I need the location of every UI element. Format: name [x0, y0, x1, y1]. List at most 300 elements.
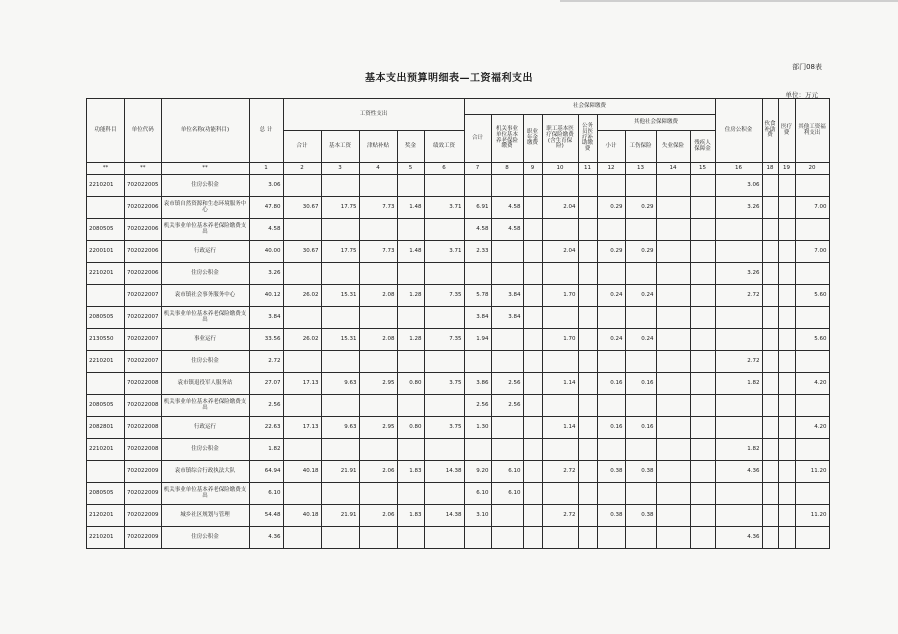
cell-amount-v4: [359, 175, 397, 197]
cell-amount-v10: 2.04: [542, 241, 578, 263]
col-group-other-social: 其他社会保障缴费: [597, 115, 715, 131]
cell-amount-total: 3.06: [249, 175, 283, 197]
cell-amount-v4: [359, 307, 397, 329]
cell-amount-v12: [597, 483, 625, 505]
cell-amount-v11: [578, 461, 597, 483]
cell-amount-v3: [321, 219, 359, 241]
cell-amount-v2: 26.02: [283, 285, 321, 307]
cell-amount-v3: [321, 439, 359, 461]
cell-unit-name: 机关事业单位基本养老保险缴费支出: [161, 395, 249, 417]
cell-func-subject: 2082801: [87, 417, 125, 439]
cell-amount-v13: [625, 483, 656, 505]
cell-amount-v5: [397, 439, 424, 461]
cell-amount-v4: 7.73: [359, 197, 397, 219]
cell-amount-v20: [795, 439, 829, 461]
cell-amount-v2: [283, 263, 321, 285]
cell-amount-v16: 1.82: [715, 439, 762, 461]
cell-amount-v7: 6.10: [464, 483, 491, 505]
col-total: 总 计: [249, 99, 283, 163]
cell-amount-v20: [795, 263, 829, 285]
cell-amount-v18: [762, 395, 778, 417]
table-row: [87, 307, 830, 329]
cell-amount-v3: 9.63: [321, 417, 359, 439]
cell-amount-v10: [542, 527, 578, 549]
cell-amount-v2: [283, 219, 321, 241]
cell-amount-v13: 0.29: [625, 197, 656, 219]
document-code: 部门08表: [792, 63, 822, 71]
cell-amount-v6: 7.35: [424, 329, 464, 351]
cell-amount-v14: [656, 219, 690, 241]
cell-amount-v15: [690, 197, 715, 219]
table-row: [87, 439, 830, 461]
cell-unit-code: 702022009: [125, 505, 162, 527]
cell-amount-total: 2.72: [249, 351, 283, 373]
cell-amount-total: 6.10: [249, 483, 283, 505]
cell-amount-v16: 2.72: [715, 285, 762, 307]
cell-unit-name: 袁市镇退役军人服务站: [161, 373, 249, 395]
cell-amount-v5: 0.80: [397, 373, 424, 395]
cell-unit-name: 住房公积金: [161, 175, 249, 197]
cell-unit-code: 702022007: [125, 351, 162, 373]
col-wage-subtotal: 合计: [283, 131, 321, 163]
column-index-cell: 6: [424, 163, 464, 175]
cell-amount-v6: 14.38: [424, 505, 464, 527]
cell-amount-v18: [762, 417, 778, 439]
cell-amount-v7: 5.78: [464, 285, 491, 307]
cell-amount-v7: [464, 351, 491, 373]
cell-func-subject: [87, 373, 125, 395]
cell-amount-v10: 1.14: [542, 373, 578, 395]
cell-amount-v11: [578, 263, 597, 285]
cell-amount-v16: [715, 307, 762, 329]
cell-amount-v4: [359, 527, 397, 549]
cell-amount-v19: [778, 439, 795, 461]
cell-amount-v20: 11.20: [795, 505, 829, 527]
cell-amount-total: 3.84: [249, 307, 283, 329]
cell-amount-v9: [523, 197, 542, 219]
cell-amount-v15: [690, 483, 715, 505]
cell-amount-v5: 1.48: [397, 241, 424, 263]
cell-amount-v12: 0.16: [597, 373, 625, 395]
cell-unit-code: 702022005: [125, 175, 162, 197]
cell-amount-v10: [542, 439, 578, 461]
cell-amount-v13: [625, 439, 656, 461]
cell-amount-v20: 5.60: [795, 329, 829, 351]
cell-amount-v8: [491, 417, 523, 439]
cell-amount-v8: 4.58: [491, 219, 523, 241]
cell-func-subject: 2080505: [87, 219, 125, 241]
page-title: 基本支出预算明细表—工资福利支出: [365, 73, 533, 84]
column-index-cell: 5: [397, 163, 424, 175]
col-medical-fee: 医疗费: [778, 99, 795, 163]
cell-amount-v9: [523, 307, 542, 329]
column-index-cell: 15: [690, 163, 715, 175]
cell-amount-v16: 4.36: [715, 527, 762, 549]
cell-amount-v12: [597, 527, 625, 549]
cell-amount-v13: [625, 395, 656, 417]
cell-amount-v12: [597, 307, 625, 329]
cell-amount-v13: [625, 175, 656, 197]
col-func-subject: 功能科目: [87, 99, 125, 163]
cell-amount-v14: [656, 263, 690, 285]
cell-unit-code: 702022008: [125, 395, 162, 417]
cell-amount-v12: 0.29: [597, 241, 625, 263]
cell-unit-name: 事业运行: [161, 329, 249, 351]
cell-amount-v18: [762, 219, 778, 241]
col-unemployment: 失业保险: [656, 131, 690, 163]
cell-amount-v19: [778, 285, 795, 307]
cell-func-subject: 2080505: [87, 307, 125, 329]
cell-amount-v15: [690, 307, 715, 329]
col-unit-code: 单位代码: [125, 99, 162, 163]
cell-amount-v14: [656, 307, 690, 329]
cell-amount-total: 27.07: [249, 373, 283, 395]
cell-amount-v11: [578, 527, 597, 549]
column-index-cell: 8: [491, 163, 523, 175]
cell-amount-v11: [578, 219, 597, 241]
cell-amount-v8: [491, 527, 523, 549]
cell-amount-v6: [424, 351, 464, 373]
cell-amount-v2: 40.18: [283, 505, 321, 527]
column-index-cell: 7: [464, 163, 491, 175]
cell-amount-v11: [578, 285, 597, 307]
column-index-cell: **: [161, 163, 249, 175]
cell-amount-v16: [715, 329, 762, 351]
cell-unit-code: 702022006: [125, 263, 162, 285]
column-index-cell: **: [125, 163, 162, 175]
cell-amount-v3: 17.75: [321, 241, 359, 263]
col-civil-medical: 公务员医疗补助缴费: [578, 115, 597, 163]
cell-amount-v9: [523, 483, 542, 505]
cell-amount-v15: [690, 505, 715, 527]
cell-amount-v13: 0.16: [625, 373, 656, 395]
cell-amount-v7: 9.20: [464, 461, 491, 483]
cell-unit-code: 702022007: [125, 307, 162, 329]
cell-amount-v16: [715, 505, 762, 527]
cell-func-subject: 2210201: [87, 439, 125, 461]
cell-amount-v20: [795, 527, 829, 549]
cell-amount-total: 47.80: [249, 197, 283, 219]
cell-amount-v18: [762, 175, 778, 197]
cell-amount-v3: 15.31: [321, 285, 359, 307]
cell-func-subject: [87, 461, 125, 483]
cell-amount-v13: [625, 527, 656, 549]
cell-amount-v7: 4.58: [464, 219, 491, 241]
cell-amount-v13: 0.38: [625, 461, 656, 483]
table-row: [87, 483, 830, 505]
cell-amount-v15: [690, 219, 715, 241]
cell-amount-v18: [762, 285, 778, 307]
cell-unit-name: 住房公积金: [161, 351, 249, 373]
cell-amount-v10: [542, 263, 578, 285]
cell-amount-v2: 17.13: [283, 373, 321, 395]
cell-amount-v20: [795, 351, 829, 373]
column-index-cell: 2: [283, 163, 321, 175]
cell-amount-v7: [464, 439, 491, 461]
cell-amount-v7: 1.30: [464, 417, 491, 439]
cell-amount-v13: [625, 263, 656, 285]
cell-amount-v19: [778, 263, 795, 285]
cell-amount-v9: [523, 263, 542, 285]
cell-amount-v4: 2.08: [359, 329, 397, 351]
col-other-subtotal: 小计: [597, 131, 625, 163]
cell-amount-v9: [523, 285, 542, 307]
cell-amount-v8: 2.56: [491, 373, 523, 395]
cell-amount-v7: [464, 263, 491, 285]
cell-amount-v12: 0.38: [597, 461, 625, 483]
cell-amount-v14: [656, 395, 690, 417]
cell-amount-v8: 6.10: [491, 461, 523, 483]
cell-amount-v2: [283, 175, 321, 197]
cell-amount-v14: [656, 241, 690, 263]
cell-amount-total: 54.48: [249, 505, 283, 527]
cell-amount-v14: [656, 439, 690, 461]
cell-amount-v11: [578, 329, 597, 351]
cell-func-subject: 2210201: [87, 175, 125, 197]
cell-amount-v10: 1.70: [542, 285, 578, 307]
cell-amount-v19: [778, 307, 795, 329]
cell-amount-total: 1.82: [249, 439, 283, 461]
cell-amount-v11: [578, 483, 597, 505]
cell-amount-v4: [359, 483, 397, 505]
cell-amount-v16: [715, 219, 762, 241]
table-row: [87, 197, 830, 219]
cell-amount-v8: [491, 505, 523, 527]
cell-amount-v4: 2.95: [359, 373, 397, 395]
cell-amount-v11: [578, 395, 597, 417]
cell-amount-v13: 0.24: [625, 329, 656, 351]
cell-amount-v2: [283, 483, 321, 505]
cell-amount-v9: [523, 241, 542, 263]
cell-amount-v3: 9.63: [321, 373, 359, 395]
cell-amount-v7: 2.33: [464, 241, 491, 263]
cell-amount-v11: [578, 417, 597, 439]
cell-unit-name: 机关事业单位基本养老保险缴费支出: [161, 307, 249, 329]
cell-amount-v4: [359, 263, 397, 285]
cell-amount-v3: 21.91: [321, 505, 359, 527]
cell-amount-v6: 3.71: [424, 197, 464, 219]
column-index-cell: 19: [778, 163, 795, 175]
cell-amount-total: 40.12: [249, 285, 283, 307]
cell-func-subject: 2080505: [87, 395, 125, 417]
table-row: [87, 329, 830, 351]
col-meal: 伙食补助费: [762, 99, 778, 163]
cell-amount-v4: 2.06: [359, 461, 397, 483]
cell-amount-v5: [397, 483, 424, 505]
cell-unit-name: 机关事业单位基本养老保险缴费支出: [161, 483, 249, 505]
cell-amount-v10: [542, 219, 578, 241]
col-group-social: 社会保障缴费: [464, 99, 715, 115]
cell-amount-v2: [283, 439, 321, 461]
cell-amount-v11: [578, 351, 597, 373]
cell-amount-v19: [778, 527, 795, 549]
unit-label: 单位：万元: [785, 91, 818, 99]
table-row: [87, 527, 830, 549]
cell-amount-v8: [491, 241, 523, 263]
column-index-cell: 13: [625, 163, 656, 175]
cell-amount-v6: [424, 175, 464, 197]
cell-amount-v12: [597, 175, 625, 197]
cell-amount-v6: [424, 483, 464, 505]
cell-amount-v5: 1.83: [397, 505, 424, 527]
cell-amount-v13: 0.24: [625, 285, 656, 307]
cell-amount-v4: [359, 395, 397, 417]
cell-amount-v9: [523, 373, 542, 395]
cell-unit-code: 702022008: [125, 417, 162, 439]
cell-amount-v2: [283, 527, 321, 549]
cell-amount-v16: 3.06: [715, 175, 762, 197]
cell-amount-v7: 3.84: [464, 307, 491, 329]
cell-amount-v5: [397, 351, 424, 373]
cell-amount-v12: [597, 351, 625, 373]
cell-amount-v10: [542, 395, 578, 417]
cell-amount-v15: [690, 527, 715, 549]
cell-amount-v5: 1.28: [397, 285, 424, 307]
cell-unit-code: 702022009: [125, 461, 162, 483]
column-index-cell: 9: [523, 163, 542, 175]
cell-amount-v14: [656, 329, 690, 351]
cell-amount-v9: [523, 219, 542, 241]
cell-unit-code: 702022008: [125, 439, 162, 461]
cell-amount-v12: 0.16: [597, 417, 625, 439]
col-group-wage: 工资性支出: [283, 99, 464, 131]
cell-amount-v5: 1.28: [397, 329, 424, 351]
cell-amount-v20: 4.20: [795, 373, 829, 395]
cell-amount-v5: 1.83: [397, 461, 424, 483]
cell-amount-v10: [542, 307, 578, 329]
column-index-cell: 20: [795, 163, 829, 175]
cell-amount-v14: [656, 527, 690, 549]
cell-amount-v6: 3.75: [424, 373, 464, 395]
cell-amount-v12: [597, 263, 625, 285]
cell-amount-v15: [690, 395, 715, 417]
col-injury: 工伤保险: [625, 131, 656, 163]
cell-func-subject: 2080505: [87, 483, 125, 505]
cell-amount-v9: [523, 527, 542, 549]
cell-func-subject: [87, 197, 125, 219]
cell-amount-v3: 17.75: [321, 197, 359, 219]
column-index-cell: 4: [359, 163, 397, 175]
cell-amount-v8: 4.58: [491, 197, 523, 219]
cell-amount-v5: [397, 307, 424, 329]
cell-amount-v19: [778, 373, 795, 395]
cell-amount-v8: [491, 439, 523, 461]
cell-amount-v8: [491, 351, 523, 373]
col-medical: 职工基本医疗保险缴费(含生育保险): [542, 115, 578, 163]
cell-amount-v14: [656, 285, 690, 307]
cell-amount-v14: [656, 417, 690, 439]
cell-amount-v14: [656, 505, 690, 527]
cell-amount-v5: [397, 395, 424, 417]
cell-amount-v6: [424, 219, 464, 241]
cell-amount-total: 33.56: [249, 329, 283, 351]
cell-amount-v16: [715, 241, 762, 263]
table-row: [87, 461, 830, 483]
cell-amount-v20: 11.20: [795, 461, 829, 483]
cell-amount-v14: [656, 175, 690, 197]
cell-amount-total: 40.00: [249, 241, 283, 263]
cell-func-subject: 2210201: [87, 351, 125, 373]
cell-amount-v15: [690, 373, 715, 395]
cell-amount-v7: [464, 175, 491, 197]
cell-amount-v7: 6.91: [464, 197, 491, 219]
cell-unit-name: 住房公积金: [161, 263, 249, 285]
cell-amount-v14: [656, 351, 690, 373]
cell-amount-v18: [762, 439, 778, 461]
cell-amount-v2: 40.18: [283, 461, 321, 483]
cell-amount-v3: 21.91: [321, 461, 359, 483]
cell-amount-v13: [625, 351, 656, 373]
cell-amount-v14: [656, 373, 690, 395]
cell-amount-v18: [762, 351, 778, 373]
cell-amount-v3: [321, 263, 359, 285]
cell-amount-v19: [778, 351, 795, 373]
cell-amount-v20: 4.20: [795, 417, 829, 439]
cell-amount-v15: [690, 351, 715, 373]
table-row: [87, 505, 830, 527]
column-index-cell: 12: [597, 163, 625, 175]
cell-amount-v5: [397, 527, 424, 549]
table-row: [87, 263, 830, 285]
cell-amount-v16: [715, 395, 762, 417]
cell-amount-v8: 3.84: [491, 307, 523, 329]
budget-table: [86, 98, 830, 549]
col-bonus: 奖金: [397, 131, 424, 163]
cell-amount-v16: 1.82: [715, 373, 762, 395]
cell-amount-v5: 0.80: [397, 417, 424, 439]
col-occupational: 职业年金缴费: [523, 115, 542, 163]
cell-amount-v14: [656, 483, 690, 505]
column-index-cell: 18: [762, 163, 778, 175]
cell-amount-v19: [778, 241, 795, 263]
cell-unit-code: 702022006: [125, 241, 162, 263]
table-row: [87, 351, 830, 373]
cell-amount-v3: [321, 351, 359, 373]
cell-func-subject: 2210201: [87, 527, 125, 549]
cell-amount-v18: [762, 505, 778, 527]
cell-amount-v18: [762, 329, 778, 351]
table-row: [87, 417, 830, 439]
cell-amount-v10: 1.14: [542, 417, 578, 439]
column-index-cell: 3: [321, 163, 359, 175]
cell-amount-v8: [491, 263, 523, 285]
cell-amount-total: 22.63: [249, 417, 283, 439]
cell-amount-v19: [778, 175, 795, 197]
cell-amount-v9: [523, 417, 542, 439]
cell-amount-v7: [464, 527, 491, 549]
cell-amount-v8: [491, 329, 523, 351]
table-body: [87, 175, 830, 549]
col-other-wage: 其他工资福利支出: [795, 99, 829, 163]
cell-amount-v2: [283, 307, 321, 329]
cell-amount-v7: 1.94: [464, 329, 491, 351]
budget-table-wrap: [86, 98, 830, 549]
cell-amount-v15: [690, 329, 715, 351]
cell-amount-v20: [795, 175, 829, 197]
cell-amount-v20: 7.00: [795, 197, 829, 219]
col-housing: 住房公积金: [715, 99, 762, 163]
cell-amount-v16: [715, 417, 762, 439]
table-row: [87, 175, 830, 197]
cell-amount-v15: [690, 417, 715, 439]
cell-unit-name: 袁市镇综合行政执法大队: [161, 461, 249, 483]
cell-amount-v16: [715, 483, 762, 505]
cell-amount-v12: [597, 219, 625, 241]
column-index-cell: **: [87, 163, 125, 175]
cell-amount-v20: [795, 307, 829, 329]
col-pension: 机关事业单位基本养老保险缴费: [491, 115, 523, 163]
cell-amount-v13: [625, 307, 656, 329]
